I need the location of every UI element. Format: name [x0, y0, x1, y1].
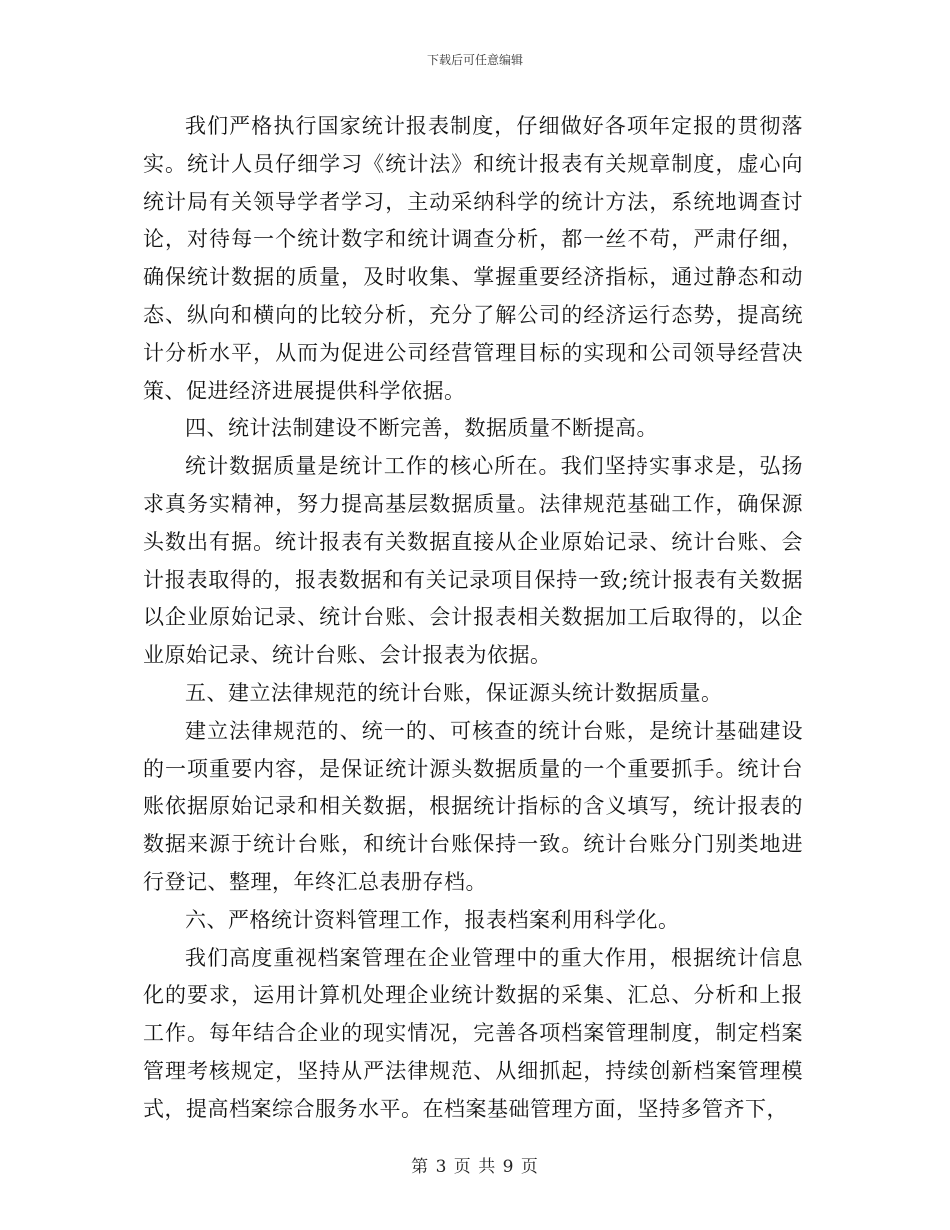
document-body: [143, 108, 803, 1129]
paragraph-4: 我们高度重视档案管理在企业管理中的重大作用，根据统计信息化的要求，运用计算机处理企业统计数据的采集、汇总、分析和上报工作。每年结合企业的现实情况，完善各项档案管理制度，制定档案管理考核规定，坚持从严法律规范、从细抓起，持续创新档案管理模式，提高档案综合服务水平。在档案基础管理方面，坚持多管齐下，: [143, 945, 803, 1121]
page-number: 第 3 页 共 9 页: [411, 1157, 539, 1177]
page-footer: [0, 1156, 950, 1178]
paragraph-1: 我们严格执行国家统计报表制度，仔细做好各项年定报的贯彻落实。统计人员仔细学习《统计法》和统计报表有关规章制度，虚心向统计局有关领导学者学习，主动采纳科学的统计方法，系统地调查讨论，对待每一个统计数字和统计调查分析，都一丝不苟，严肃仔细，确保统计数据的质量，及时收集、掌握重要经济指标，通过静态和动态、纵向和横向的比较分析，充分了解公司的经济运行态势，提高统计分析水平，从而为促进公司经营管理目标的实现和公司领导经营决策、促进经济进展提供科学依据。: [143, 114, 803, 403]
section-heading-5: 五、建立法律规范的统计台账，保证源头统计数据质量。: [185, 680, 723, 705]
paragraph-3: 建立法律规范的、统一的、可核查的统计台账，是统计基础建设的一项重要内容，是保证统计源头数据质量的一个重要抓手。统计台账依据原始记录和相关数据，根据统计指标的含义填写，统计报表的数据来源于统计台账，和统计台账保持一致。统计台账分门别类地进行登记、整理，年终汇总表册存档。: [143, 718, 803, 894]
section-heading-6: 六、严格统计资料管理工作，报表档案利用科学化。: [185, 907, 680, 932]
section-heading-4: 四、统计法制建设不断完善，数据质量不断提高。: [185, 416, 658, 441]
paragraph-2: 统计数据质量是统计工作的核心所在。我们坚持实事求是，弘扬求真务实精神，努力提高基层数据质量。法律规范基础工作，确保源头数出有据。统计报表有关数据直接从企业原始记录、统计台账、会计报表取得的，报表数据和有关记录项目保持一致;统计报表有关数据以企业原始记录、统计台账、会计报表相关数据加工后取得的，以企业原始记录、统计台账、会计报表为依据。: [143, 454, 803, 668]
page-header: 下载后可任意编辑: [426, 53, 523, 67]
